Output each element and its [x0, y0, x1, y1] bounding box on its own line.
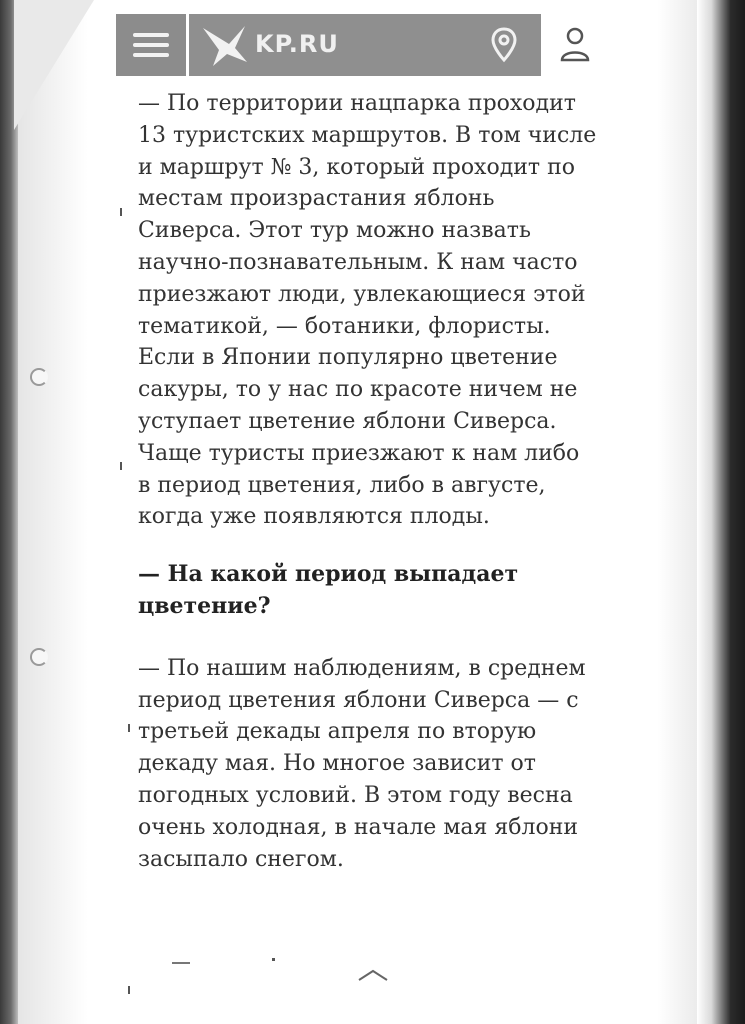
scan-left-margin [0, 0, 18, 1024]
answer-paragraph: — По территории нацпарка проходит 13 туристских маршрутов. В том числе и маршрут № 3, который проходит по местам произрастания яблонь Сиверса. Этот тур можно назвать научно-познавательным. К нам часто приезжают люди, увлекающиеся этой тематикой, — ботаники, флористы. Если в Японии популярно цветение сакуры, то у нас по красоте ничем не уступает цветение яблони Сиверса. Чаще туристы приезжают к нам либо в период цветения, либо в августе, когда уже появляются плоды. [138, 91, 597, 530]
scan-left-shade [18, 0, 88, 1024]
scan-right-shadow [657, 0, 697, 1024]
scan-speck [128, 986, 130, 994]
punch-hole-mark [30, 648, 48, 666]
chevron-up-icon[interactable] [356, 968, 390, 982]
hamburger-icon [133, 43, 169, 47]
swallow-logo-icon [199, 22, 249, 68]
brand-bar[interactable] [189, 14, 541, 76]
hamburger-icon [133, 53, 169, 57]
scan-speck [172, 962, 190, 964]
user-icon[interactable] [558, 26, 592, 64]
scan-right-edge [697, 0, 745, 1024]
question-heading: — На какой период выпадает цветение? [138, 561, 519, 619]
answer-paragraph: — По нашим наблюдениям, в среднем период цветения яблони Сиверса — с третьей декады апреля по вторую декаду мая. Но многое зависит от погодных условий. В этом году весна очень холодная, в начале мая яблони засыпало снегом. [138, 655, 586, 872]
site-header [116, 14, 541, 76]
hamburger-icon [133, 33, 169, 37]
scan-speck [120, 462, 122, 470]
article-body [138, 88, 598, 875]
punch-hole-mark [30, 368, 48, 386]
menu-button[interactable] [116, 14, 186, 76]
scan-speck [120, 208, 122, 216]
page-corner-fold [14, 0, 94, 130]
scan-speck [128, 724, 130, 732]
map-pin-icon[interactable] [489, 26, 519, 64]
scan-speck [272, 958, 275, 961]
brand-name: KP.RU [255, 30, 339, 58]
